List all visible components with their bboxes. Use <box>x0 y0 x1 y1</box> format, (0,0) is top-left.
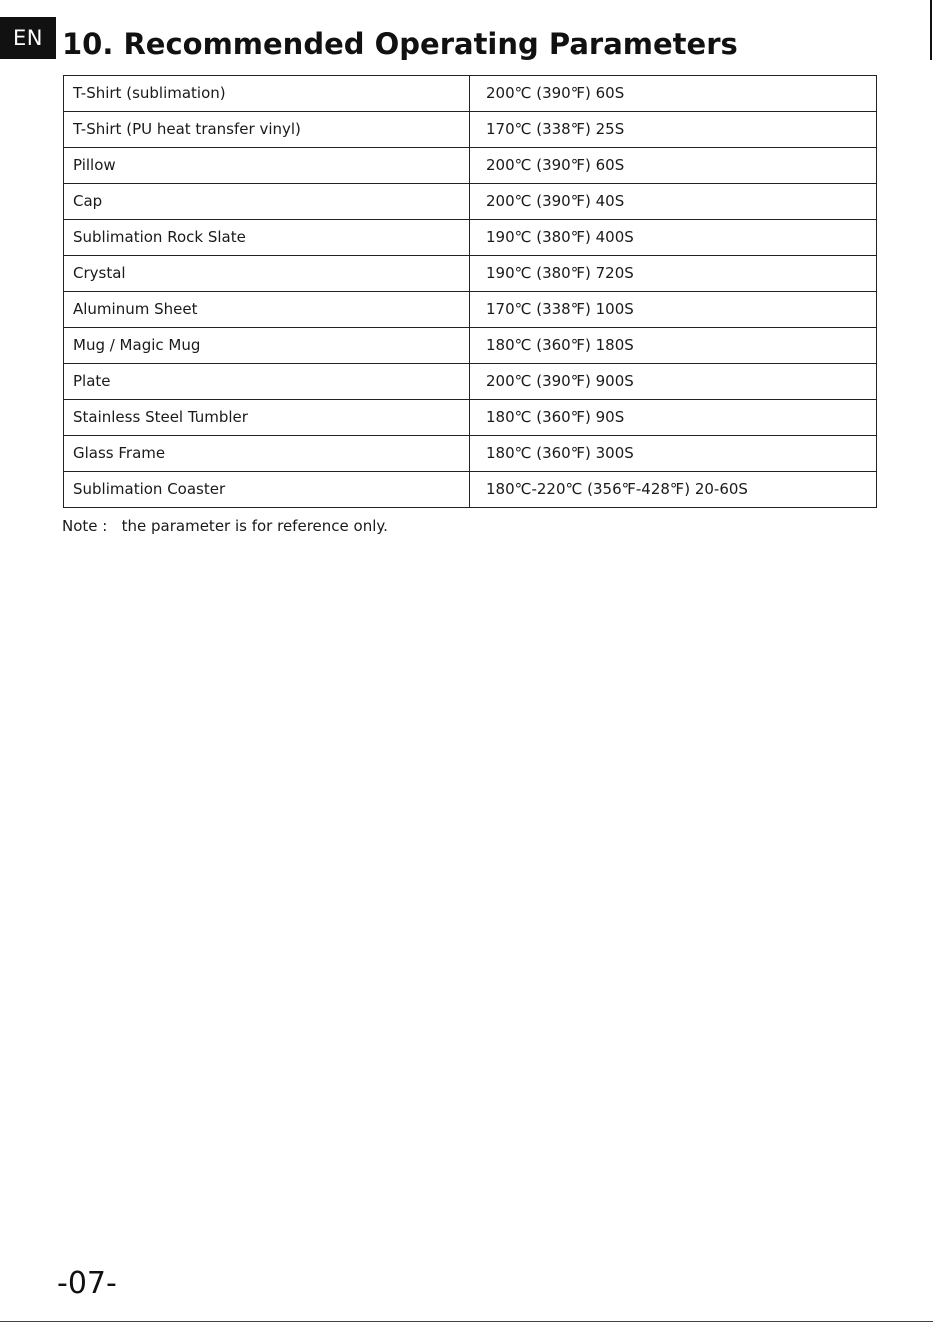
item-cell: Sublimation Rock Slate <box>64 220 470 256</box>
item-cell: Pillow <box>64 148 470 184</box>
reference-note: Note : the parameter is for reference only. <box>62 517 388 535</box>
table-row <box>64 148 877 184</box>
language-tab: EN <box>0 17 56 59</box>
item-cell: Aluminum Sheet <box>64 292 470 328</box>
page-number: -07- <box>57 1266 117 1301</box>
item-cell: T-Shirt (PU heat transfer vinyl) <box>64 112 470 148</box>
table-row <box>64 328 877 364</box>
table-row <box>64 472 877 508</box>
setting-cell: 200℃ (390℉) 60S <box>470 76 877 112</box>
setting-cell: 200℃ (390℉) 900S <box>470 364 877 400</box>
item-cell: Mug / Magic Mug <box>64 328 470 364</box>
setting-cell: 200℃ (390℉) 40S <box>470 184 877 220</box>
item-cell: T-Shirt (sublimation) <box>64 76 470 112</box>
table-row <box>64 184 877 220</box>
table-row <box>64 436 877 472</box>
item-cell: Sublimation Coaster <box>64 472 470 508</box>
setting-cell: 190℃ (380℉) 720S <box>470 256 877 292</box>
page-edge-divider <box>930 0 932 60</box>
setting-cell: 170℃ (338℉) 25S <box>470 112 877 148</box>
table-row <box>64 292 877 328</box>
bottom-divider <box>0 1321 933 1322</box>
table-row <box>64 76 877 112</box>
item-cell: Stainless Steel Tumbler <box>64 400 470 436</box>
setting-cell: 180℃-220℃ (356℉-428℉) 20-60S <box>470 472 877 508</box>
setting-cell: 200℃ (390℉) 60S <box>470 148 877 184</box>
item-cell: Cap <box>64 184 470 220</box>
operating-parameters-table <box>63 75 877 508</box>
page-title: 10. Recommended Operating Parameters <box>62 27 738 61</box>
setting-cell: 170℃ (338℉) 100S <box>470 292 877 328</box>
setting-cell: 180℃ (360℉) 180S <box>470 328 877 364</box>
setting-cell: 190℃ (380℉) 400S <box>470 220 877 256</box>
item-cell: Plate <box>64 364 470 400</box>
item-cell: Glass Frame <box>64 436 470 472</box>
table-row <box>64 112 877 148</box>
setting-cell: 180℃ (360℉) 300S <box>470 436 877 472</box>
table-row <box>64 220 877 256</box>
table-row <box>64 256 877 292</box>
setting-cell: 180℃ (360℉) 90S <box>470 400 877 436</box>
item-cell: Crystal <box>64 256 470 292</box>
table-row <box>64 364 877 400</box>
table-row <box>64 400 877 436</box>
